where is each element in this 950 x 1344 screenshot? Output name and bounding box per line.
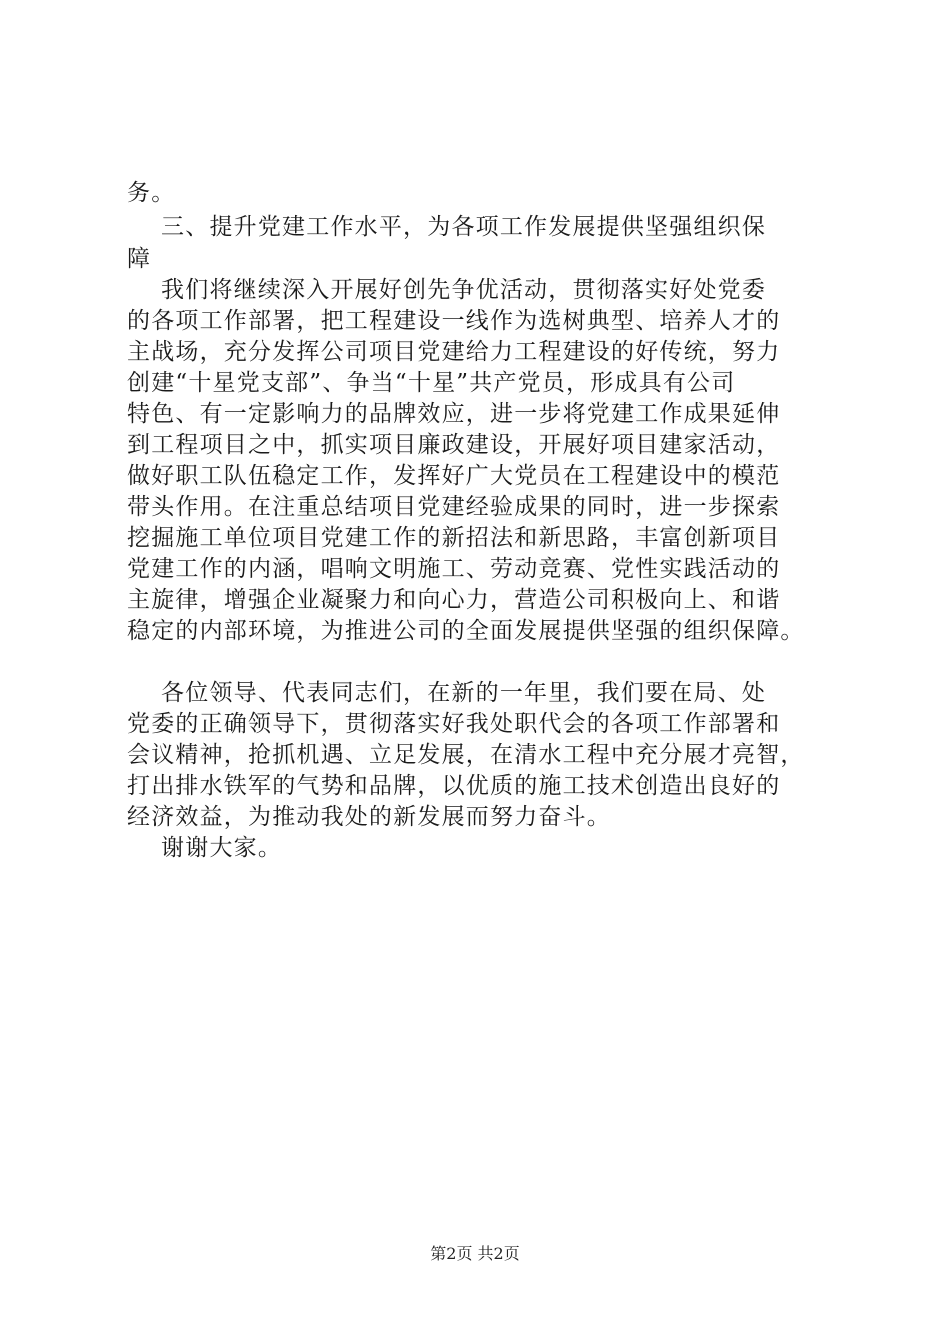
text-line: 务。	[127, 180, 176, 206]
text-line: 经济效益，为推动我处的新发展而努力奋斗。	[127, 804, 611, 830]
text-line: 党委的正确领导下，贯彻落实好我处职代会的各项工作部署和	[127, 711, 781, 737]
text-line: 挖掘施工单位项目党建工作的新招法和新思路，丰富创新项目	[127, 525, 781, 551]
text-line: 我们将继续深入开展好创先争优活动，贯彻落实好处党委	[127, 277, 767, 303]
text-line: 的各项工作部署，把工程建设一线作为选树典型、培养人才的	[127, 308, 781, 334]
text-line: 会议精神，抢抓机遇、立足发展，在清水工程中充分展才亮智，	[127, 742, 805, 768]
text-line: 创建“十星党支部”、争当“十星”共产党员，形成具有公司	[127, 370, 736, 396]
text-line: 打出排水铁军的气势和品牌，以优质的施工技术创造出良好的	[127, 773, 781, 799]
text-line: 做好职工队伍稳定工作，发挥好广大党员在工程建设中的模范	[127, 463, 781, 489]
page-number-footer: 第2页 共2页	[430, 1244, 520, 1263]
text-line: 各位领导、代表同志们，在新的一年里，我们要在局、处	[127, 680, 767, 706]
text-line: 主旋律，增强企业凝聚力和向心力，营造公司积极向上、和谐	[127, 587, 781, 613]
text-line: 主战场，充分发挥公司项目党建给力工程建设的好传统，努力	[127, 339, 781, 365]
text-line: 谢谢大家。	[127, 835, 283, 861]
text-line: 稳定的内部环境，为推进公司的全面发展提供坚强的组织保障。	[127, 618, 805, 644]
text-line: 党建工作的内涵，唱响文明施工、劳动竞赛、党性实践活动的	[127, 556, 781, 582]
text-line: 特色、有一定影响力的品牌效应，进一步将党建工作成果延伸	[127, 401, 781, 427]
section-heading-line: 障	[127, 246, 152, 272]
section-heading-line: 三、提升党建工作水平，为各项工作发展提供坚强组织保	[127, 214, 767, 240]
text-line: 到工程项目之中，抓实项目廉政建设，开展好项目建家活动，	[127, 432, 781, 458]
text-line: 带头作用。在注重总结项目党建经验成果的同时，进一步探索	[127, 494, 781, 520]
